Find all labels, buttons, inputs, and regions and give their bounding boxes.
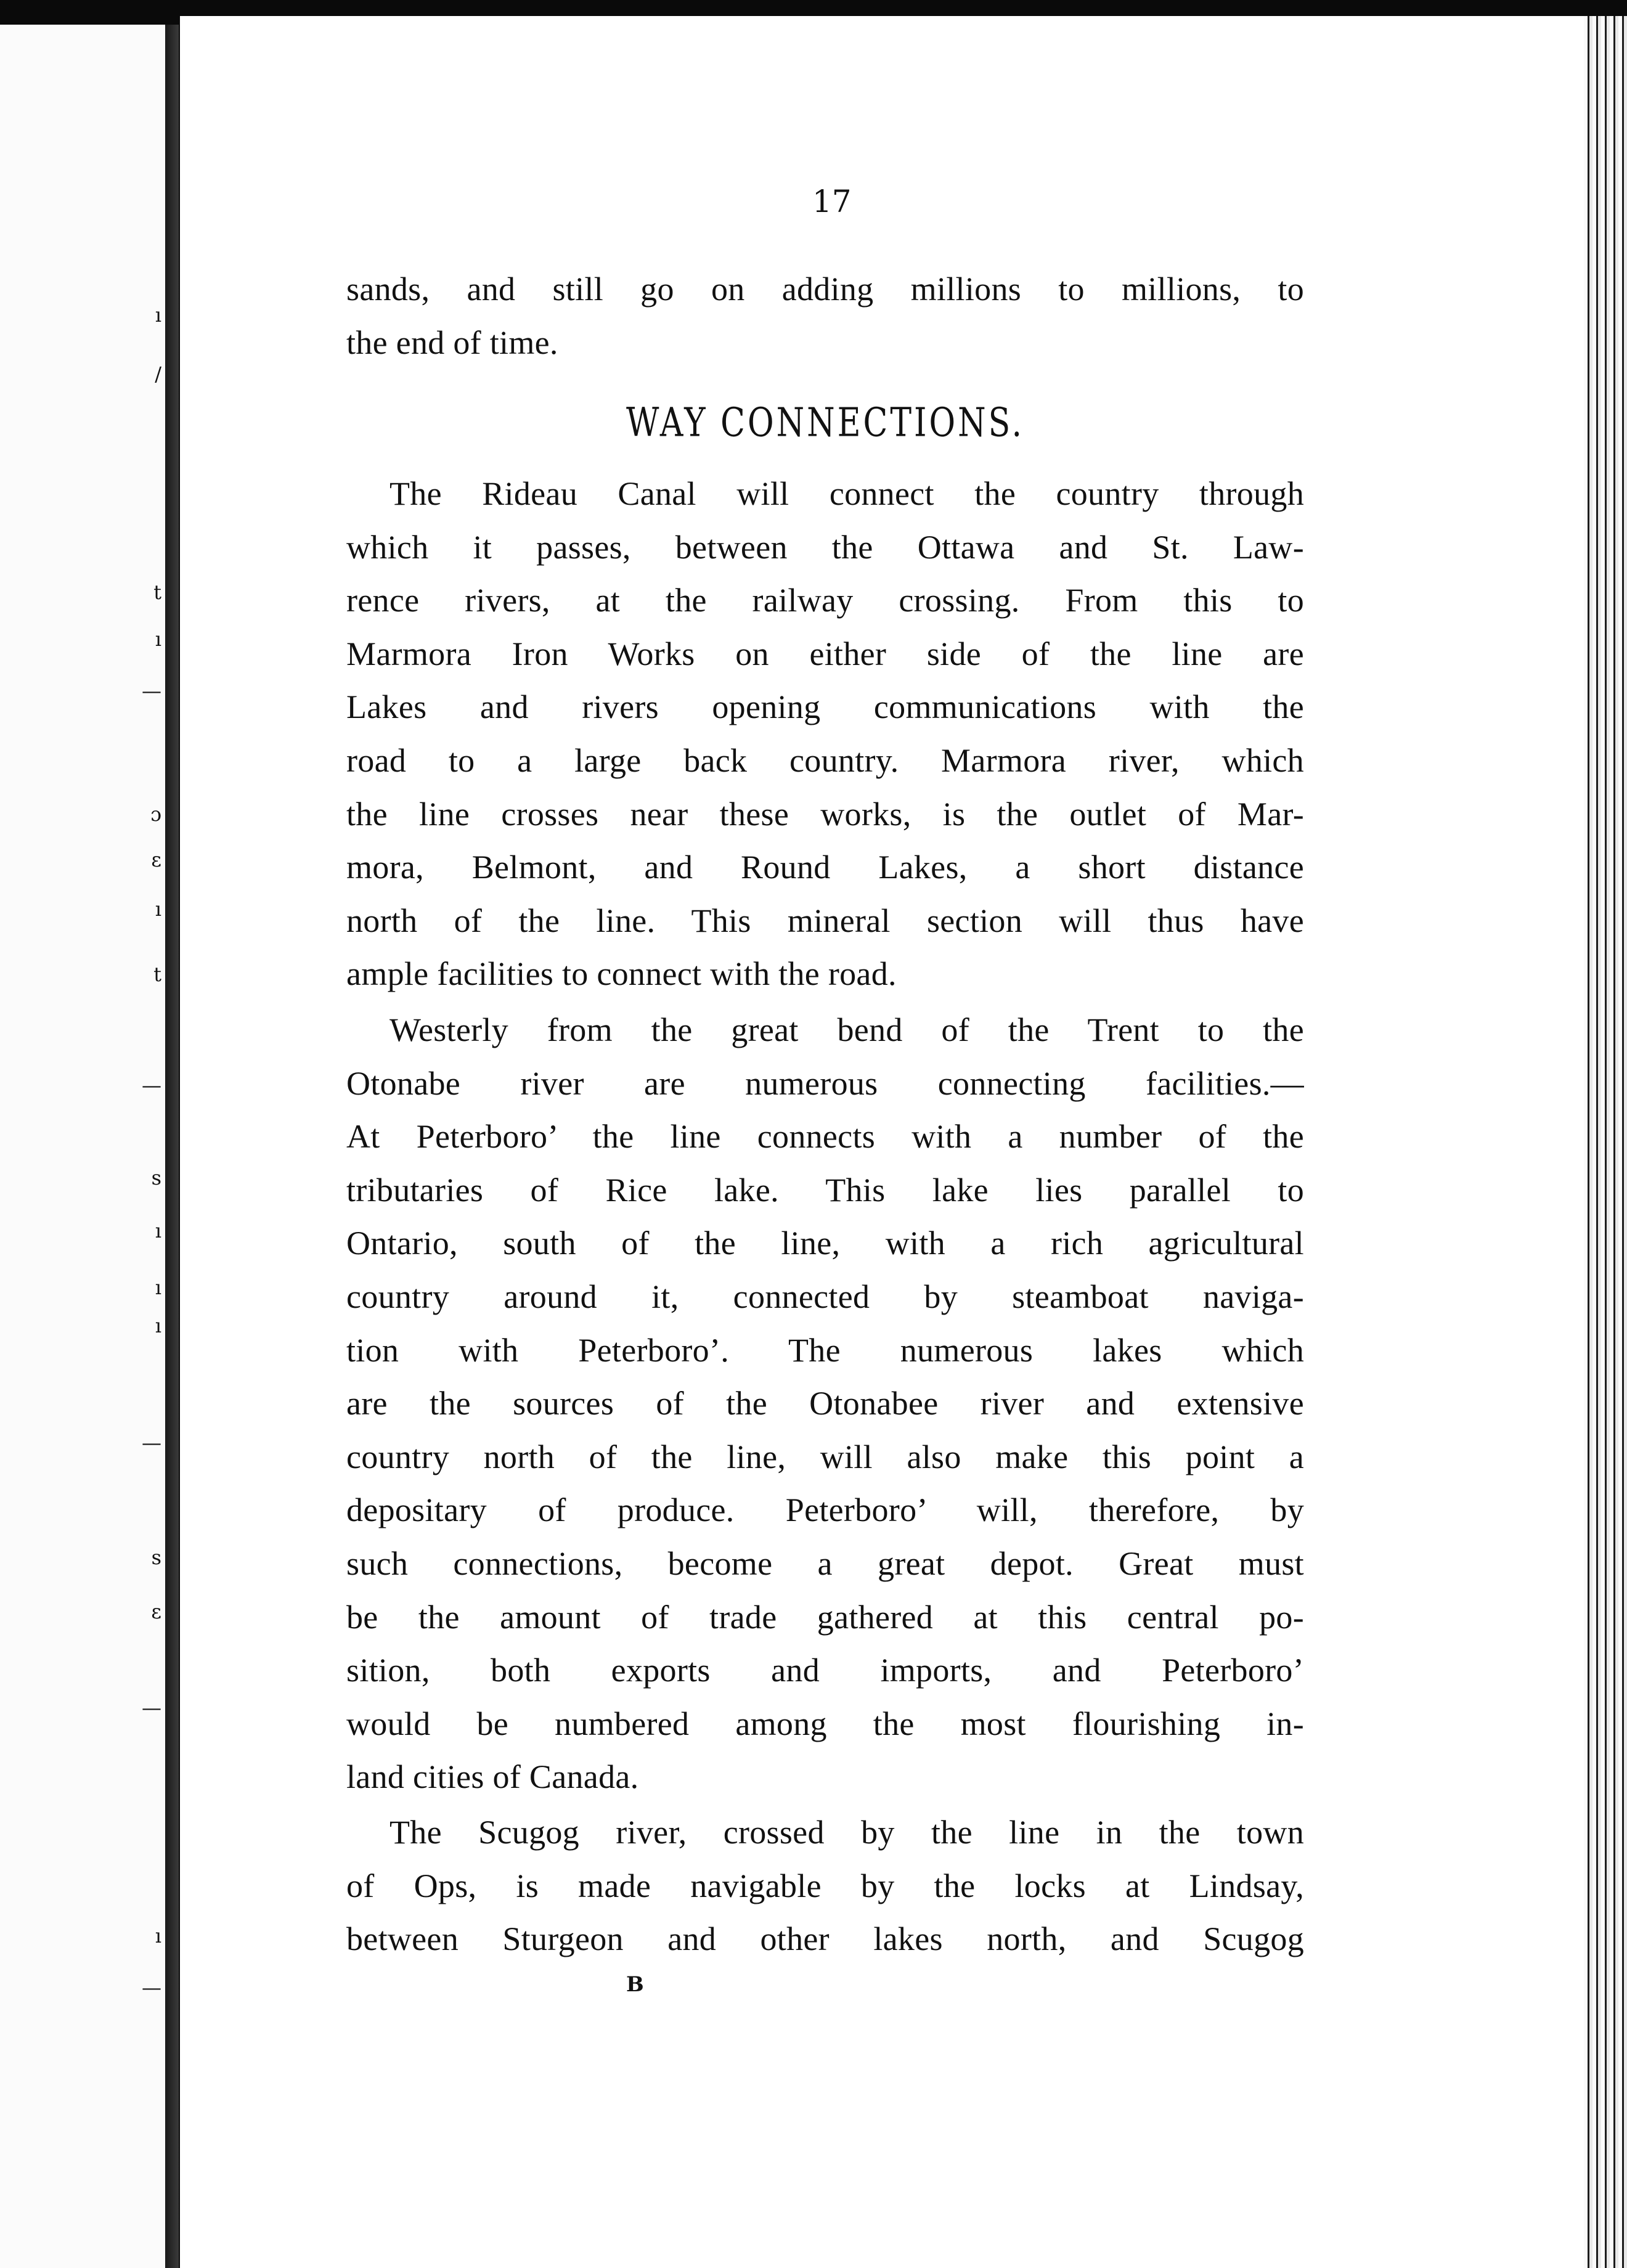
- margin-mark: —: [142, 1696, 161, 1719]
- paragraph-rideau: [346, 467, 1304, 1001]
- margin-mark: ı: [155, 1219, 161, 1242]
- text-line: sition, both exports and imports, and Peterboro’: [346, 1652, 1304, 1689]
- text-line: tributaries of Rice lake. This lake lies parallel to: [346, 1171, 1304, 1209]
- text-line: The Rideau Canal will connect the country through: [389, 475, 1304, 512]
- page-edge-stack: [1584, 16, 1627, 2268]
- text-line: Otonabe river are numerous connecting facilities.—: [346, 1064, 1304, 1102]
- text-line: the end of time.: [346, 324, 558, 361]
- text-line: north of the line. This mineral section will thus have: [346, 902, 1304, 939]
- text-line: are the sources of the Otonabee river and extensive: [346, 1385, 1304, 1422]
- margin-mark: ɛ: [151, 1600, 161, 1623]
- text-line: country north of the line, will also make this point a: [346, 1438, 1304, 1475]
- left-margin-marks: [0, 25, 165, 2268]
- margin-mark: ı: [155, 627, 161, 651]
- text-line: which it passes, between the Ottawa and St. Law-: [346, 528, 1304, 566]
- text-line: Ontario, south of the line, with a rich agricultural: [346, 1225, 1304, 1262]
- book-gutter: [165, 25, 179, 2268]
- margin-mark: —: [142, 679, 161, 703]
- margin-mark: t: [153, 581, 161, 604]
- paragraph-scugog: [346, 1806, 1304, 1966]
- margin-mark: s: [151, 1546, 161, 1569]
- margin-mark: ɛ: [151, 848, 161, 871]
- margin-mark: ı: [155, 1276, 161, 1299]
- margin-mark: ɔ: [150, 802, 161, 826]
- text-line: Westerly from the great bend of the Trent to the: [389, 1011, 1304, 1048]
- text-line: land cities of Canada.: [346, 1758, 639, 1796]
- text-line: would be numbered among the most flourishing in-: [346, 1705, 1304, 1742]
- page-number: 17: [812, 184, 852, 219]
- body-text: [346, 263, 1304, 369]
- margin-mark: ı: [155, 897, 161, 921]
- margin-mark: ı: [155, 1314, 161, 1337]
- text-line: road to a large back country. Marmora river, which: [346, 741, 1304, 779]
- margin-mark: s: [151, 1166, 161, 1189]
- margin-mark: ı: [155, 303, 161, 327]
- text-line: sands, and still go on adding millions to millions, to: [346, 271, 1304, 308]
- text-line: tion with Peterboro’. The numerous lakes which: [346, 1331, 1304, 1369]
- text-line: At Peterboro’ the line connects with a number of the: [346, 1118, 1304, 1156]
- text-line: be the amount of trade gathered at this central po-: [346, 1598, 1304, 1636]
- text-line: the line crosses near these works, is the outlet of Mar-: [346, 795, 1304, 833]
- text-line: ample facilities to connect with the road.: [346, 955, 897, 993]
- text-line: country around it, connected by steamboat naviga-: [346, 1278, 1304, 1315]
- margin-mark: t: [153, 963, 161, 986]
- text-line: depositary of produce. Peterboro’ will, therefore, by: [346, 1491, 1304, 1529]
- text-line: between Sturgeon and other lakes north, and Scugog: [346, 1920, 1304, 1958]
- margin-mark: /: [155, 362, 161, 386]
- text-line: mora, Belmont, and Round Lakes, a short distance: [346, 849, 1304, 886]
- margin-mark: —: [142, 1431, 161, 1454]
- section-heading: WAY CONNECTIONS.: [626, 399, 1024, 446]
- text-line: rence rivers, at the railway crossing. From this to: [346, 582, 1304, 619]
- text-line: of Ops, is made navigable by the locks at Lindsay,: [346, 1867, 1304, 1904]
- text-line: Lakes and rivers opening communications with the: [346, 688, 1304, 726]
- margin-mark: —: [142, 1976, 161, 1999]
- signature-mark: B: [626, 1972, 644, 1997]
- text-line: such connections, become a great depot. Great must: [346, 1544, 1304, 1582]
- margin-mark: —: [142, 1074, 161, 1097]
- left-page-edge: [0, 25, 165, 2268]
- margin-mark: ı: [155, 1924, 161, 1948]
- text-line: Marmora Iron Works on either side of the line are: [346, 635, 1304, 672]
- text-line: The Scugog river, crossed by the line in the town: [389, 1814, 1304, 1851]
- paragraph-westerly: [346, 1003, 1304, 1804]
